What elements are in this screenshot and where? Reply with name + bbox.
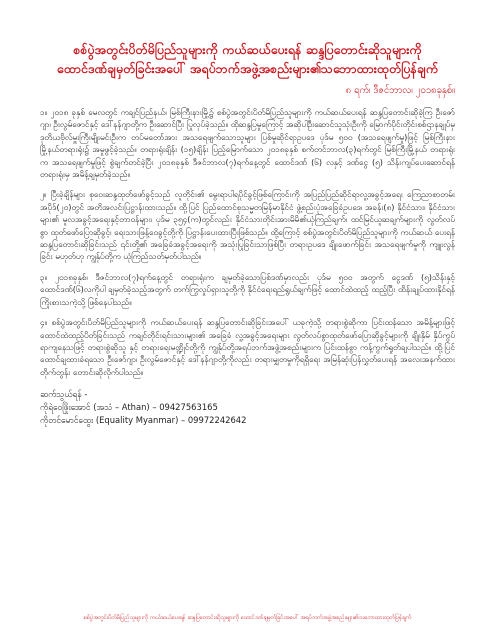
document-date: ၈ ရက်၊ ဒီဇင်ဘာလ၊ ၂၀၁၈ခုနှစ်။ [345,85,455,96]
contact-athan: ကိုရဲဝေဖြိုးအောင် (အသံ – Athan) – 09427563165 [40,402,218,413]
contact-heading: ဆက်သွယ်ရန် - [40,389,88,400]
contact-equality-myanmar: ကိုတင်မောင်ထွေး (Equality Myanmar) – 09972242642 [40,415,247,426]
document-title [40,40,455,78]
paragraph-4: ၄။ စစ်ပွဲအတွင်းပိတ်မိပြည်သူများကို ကယ်ဆယ်ပေးရန် ဆန္ဒပြတောင်းဆိုခြင်းအပေါ် ယခုကဲ့သို့ တရားစွဲဆိုကာ ပြင်းထန်သော အမိန့်များဖြင့် ထောင်ထဲထည့်ပိတ်ခြင်းသည် ကချင်တိုင်းရင်းသားများ၏ အခြေခံ လူ့အခွင့်အရေးများ လွတ်လပ်စွာထုတ်ဖော်ပြောဆိုခွင့်များကို ချိုးနှိမ် နှိပ်ကွပ်ရာကျနေသဖြင့် တရားစွဲဆိုသူ နှင့် တရားရေးမဏ္ဍိုင်တို့ကို ကျွန်ုပ်တို့အရပ်ဘက်အဖွဲ့အစည်းများက ပြင်းထန်စွာ ကန့်ကွက်ရှုတ်ချပါသည်။ ထို့ပြင် ထောင်ချထားခံရသော ဦးဇော်ဂျာ၊ ဦးလွမ်ဇောင်နှင့် ဒေါ်နန်ဂျာတို့ကိုလည်း တရားမျှတမှုကိုရရှိရေး အမြန်ဆုံးပြန်လွှတ်ပေးရန် အလေးအနက်ထား တိုက်တွန်း တောင်းဆိုလိုက်ပါသည်။ [40,317,455,377]
paragraph-3: ၃။ ၂၀၁၈ခုနှစ်၊ ဒီဇင်ဘာလ(၇)ရက်နေ့တွင် တရားရုံးက ချမှတ်ခဲ့သောပြစ်ဒဏ်မှာလည်း ပုဒ်မ ၅၀၀ အတွက် ငွေဒဏ် (၅)သိန်းနှင့် ထောင်ဒဏ်(၆)လကိုပါ ချမှတ်ခဲ့သည့်အတွက် တက်ကြွလှုပ်ရှားသူတို့ကို နိုင်ငံရေးရည်ရွယ်ချက်ဖြင့် ထောင်ထဲထည့် ထည့်ပြီး ထိန်းချုပ်ထားနိုင်ရန် ကြိုးစားသကဲ့သို့ ဖြစ်နေပါသည်။ [40,271,455,307]
document-title-line-1: စစ်ပွဲအတွင်းပိတ်မိပြည်သူများကို ကယ်ဆယ်ပေးရန် ဆန္ဒပြတောင်းဆိုသူများကို [73,42,422,57]
paragraph-1: ၁။ ၂၀၁၈ ခုနှစ် မေလတွင် ကချင်ပြည်နယ်၊ မြစ်ကြီးနားမြို့၌ စစ်ပွဲအတွင်းပိတ်မိပြည်သူများကို ကယ်ဆယ်ပေးရန် ဆန္ဒပြတောင်းဆိုခဲ့ကြ ဦးဇော်ဂျာ၊ ဦးလွမ်ဇောင်နှင့် ဒေါ်နန်ဂျာတို့က ဦးဆောင်ပြီး ပြုလုပ်ခဲ့သည်။ ထိုဆန္ဒပြမှုကြောင့် အဆိုပါဦးဆောင်သူသုံးဦးကို မြောက်ပိုင်းတိုင်းစစ်ဌာနချုပ်မှ ဒုတိယဗိုလ်မှူးကြီးမျိုးမင်းဦးက တပ်မတော်အား အသရေဖျက်သောသူများ ပြစ်မှုဆိုင်ရာဥပဒေ ပုဒ်မ ၅၀၀ (အသရေဖျက်မှု)ဖြင့် မြစ်ကြီးနားမြို့နယ်တရားရုံး၌ အမှုဖွင့်ခဲ့သည်။ တရားရုံးချိန်း (၁၅)ချိန်း ပြည့်မြောက်သော ၂၀၁၈ခုနှစ် စက်တင်ဘာလ(၃)ရက်တွင် မြစ်ကြီးမြို့နယ် တရားရုံးက အသရေဖျက်မှုဖြင့် စွဲချက်တင်ခဲ့ပြီး ၂၀၁၈ခုနှစ် ဒီဇင်ဘာလ(၇)ရက်နေ့တွင် ထောင်ဒဏ် (၆) လနှင့် ဒဏ်ငွေ (၅) သိန်းကျပ်ပေးဆောင်ရန် တရားရုံးမှ အမိန့်ချမှတ်ခဲ့သည်။ [40,107,455,180]
paragraph-2: ၂။ ပြီးခဲ့ချိန်များ စုဝေးဆန္ဒထုတ်ဖော်ခွင့်သည် လူတိုင်း၏ မွေးရာပါရပိုင်ခွင့်ဖြစ်ကြောင်းကို အပြည်ပြည်ဆိုင်ရာလူ့အခွင့်အရေး ကြေညာစာတမ်း အပိုဒ်(၂၀)တွင် အတိအလင်းပြဋ္ဌာန်းထားသည်။ ထို့ပြင် ပြည်ထောင်စုသမ္မတမြန်မာနိုင်ငံ ဖွဲ့စည်းပုံအခြေခံဥပဒေ၊ အခန်း(၈) နိုင်ငံသား၊ နိုင်ငံသားများ၏ မူလအခွင့်အရေးနှင့်တာဝန်များ၊ ပုဒ်မ ၃၅၄(က)တွင်လည်း နိုင်ငံသားတိုင်းအားမိမိ၏ယုံကြည်ချက်၊ ထင်မြင်ယူဆချက်များကို လွတ်လပ်စွာ ထုတ်ဖော်ပြောဆိုခွင့်၊ ရေးသားဖြန့်ဝေခွင့်တို့ကို ပြဋ္ဌာန်းပေးထားပြီးဖြစ်သည်။ ထို့ကြောင့် စစ်ပွဲအတွင်းပိတ်မိပြည်သူများကို ကယ်ဆယ် ပေးရန် ဆန္ဒပြတောင်းဆိုခြင်းသည် ၎င်းတို့၏ အခြေခံအခွင့်အရေးကို အသုံးပြုခြင်းသာဖြစ်ပြီး တရားဥပဒေ ချိုးဖောက်ခြင်း အသရေဖျက်မှုကို ကျူးလွန်ခြင်း မဟုတ်ဟု ကျွန်ုပ်တို့က ယုံကြည်သတ်မှတ်ပါသည်။ [40,189,455,262]
document-title-line-2: ထောင်ဒဏ်ချမှတ်ခြင်းအပေါ် အရပ်ဘက်အဖွဲ့အစည်းများ၏သဘောထားထုတ်ပြန်ချက် [56,61,439,76]
page-footer: စစ်ပွဲအတွင်းပိတ်မိပြည်သူများကို ကယ်ဆယ်ပေးရန် ဆန္ဒပြတောင်းဆိုသူများကို ထောင်ဒဏ်ချမှတ်ခြင်းအပေါ် အရပ်ဘက်အဖွဲ့အစည်းများ၏သဘောထားထုတ်ပြန်ချက် [83,615,412,621]
contact-block [40,388,455,427]
